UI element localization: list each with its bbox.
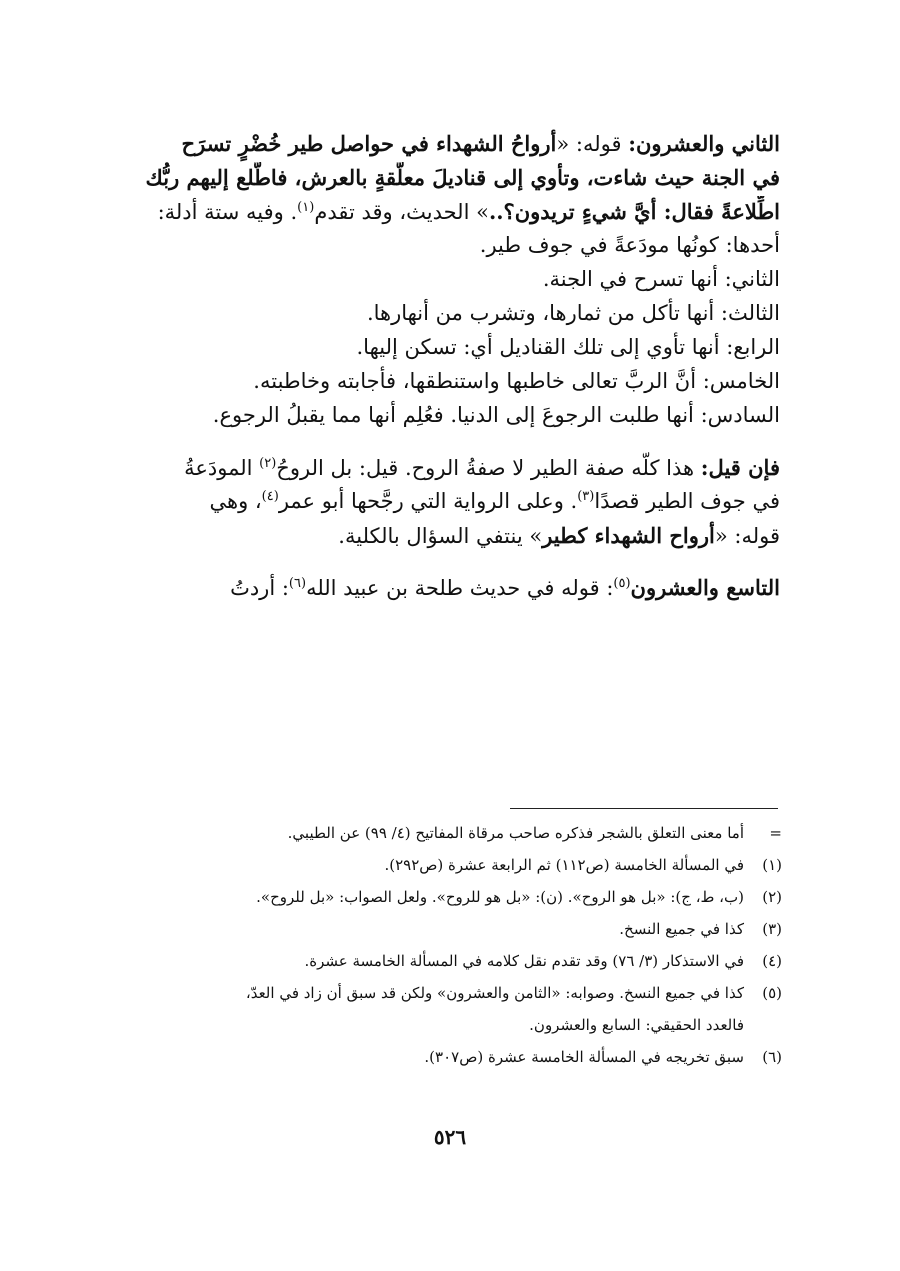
footnote-ref[interactable]: (٦) — [288, 576, 307, 591]
footnote-mark: (٤) — [762, 952, 782, 970]
text-line: الثاني: أنها تسرح في الجنة. — [542, 267, 780, 291]
text-line: قوله: «أرواح الشهداء كطير» ينتفي السؤال بالكلية. — [338, 523, 780, 548]
footnote-item: (٣)كذا في جميع النسخ. — [110, 914, 782, 946]
footnote-mark: = — [769, 824, 782, 842]
footnote-continuation: فالعدد الحقيقي: السابع والعشرون. — [529, 1016, 744, 1034]
footnote-ref[interactable]: (١) — [297, 200, 315, 215]
footnotes — [110, 818, 782, 1074]
text-line: التاسع والعشرون$^{(٥)}$: قوله في حديث طلحة بن عبيد الله$^{(٦)}$: أردتُ — [230, 575, 780, 600]
text-line: الخامس: أنَّ الربَّ تعالى خاطبها واستنطقها، فأجابته وخاطبته. — [253, 369, 780, 393]
footnote-ref[interactable]: (٥) — [613, 576, 631, 591]
footnote-ref[interactable]: (٣) — [577, 489, 595, 504]
footnote-item: =أما معنى التعلق بالشجر فذكره صاحب مرقاة المفاتيح (٤/ ٩٩) عن الطيبي. — [110, 818, 782, 850]
footnote-item: (٦)سبق تخريجه في المسألة الخامسة عشرة (ص٣٠٧). — [110, 1042, 782, 1074]
footnote-item: (١)في المسألة الخامسة (ص١١٢) ثم الرابعة عشرة (ص٢٩٢). — [110, 850, 782, 882]
page-number: ٥٢٦ — [433, 1125, 467, 1149]
footnote-item: (٢)(ب، ط، ج): «بل هو الروح». (ن): «بل هو للروح». ولعل الصواب: «بل للروح». — [110, 882, 782, 914]
text-line: فإن قيل: هذا كلُّه صفة الطير لا صفةُ الروح. قيل: بل الروحُ$^{(٢)}$ المودَعةُ — [184, 455, 780, 480]
text-line: أحدها: كونُها مودَعةً في جوف طير. — [479, 233, 780, 257]
footnote-ref[interactable]: (٤) — [261, 489, 279, 504]
footnote-mark: (٦) — [762, 1048, 782, 1066]
main-text — [118, 128, 780, 606]
text-line: الرابع: أنها تأوي إلى تلك القناديل أي: تسكن إليها. — [356, 335, 780, 359]
footnote-ref[interactable]: (٢) — [259, 456, 277, 471]
footnote-mark: (٢) — [762, 888, 782, 906]
footnote-mark: (٥) — [762, 984, 782, 1002]
text-line: الثاني والعشرون: قوله: «أرواحُ الشهداء في حواصل طير خُضْرٍ تسرَح — [181, 131, 780, 156]
footnote-mark: (٣) — [762, 920, 782, 938]
text-line: في جوف الطير قصدًا$^{(٣)}$. وعلى الرواية التي رجَّحها أبو عمر$^{(٤)}$، وهي — [209, 489, 780, 513]
text-line: في الجنة حيث شاءت، وتأوي إلى قناديلَ معلَّقةٍ بالعرش، فاطَّلع إليهم ربُّك — [145, 165, 780, 190]
footnote-divider — [510, 808, 778, 809]
text-line: اطِّلاعةً فقال: أيَّ شيءٍ تريدون؟..» الحديث، وقد تقدم$^{(١)}$. وفيه ستة أدلة: — [157, 199, 780, 224]
footnote-mark: (١) — [762, 856, 782, 874]
footnote-item: (٤)في الاستذكار (٣/ ٧٦) وقد تقدم نقل كلامه في المسألة الخامسة عشرة. — [110, 946, 782, 978]
text-line: السادس: أنها طلبت الرجوعَ إلى الدنيا. فعُلِم أنها مما يقبلُ الرجوع. — [212, 403, 780, 427]
footnote-item: (٥)كذا في جميع النسخ. وصوابه: «الثامن والعشرون» ولكن قد سبق أن زاد في العدّ، — [110, 978, 782, 1010]
text-line: الثالث: أنها تأكل من ثمارها، وتشرب من أنهارها. — [366, 301, 780, 325]
